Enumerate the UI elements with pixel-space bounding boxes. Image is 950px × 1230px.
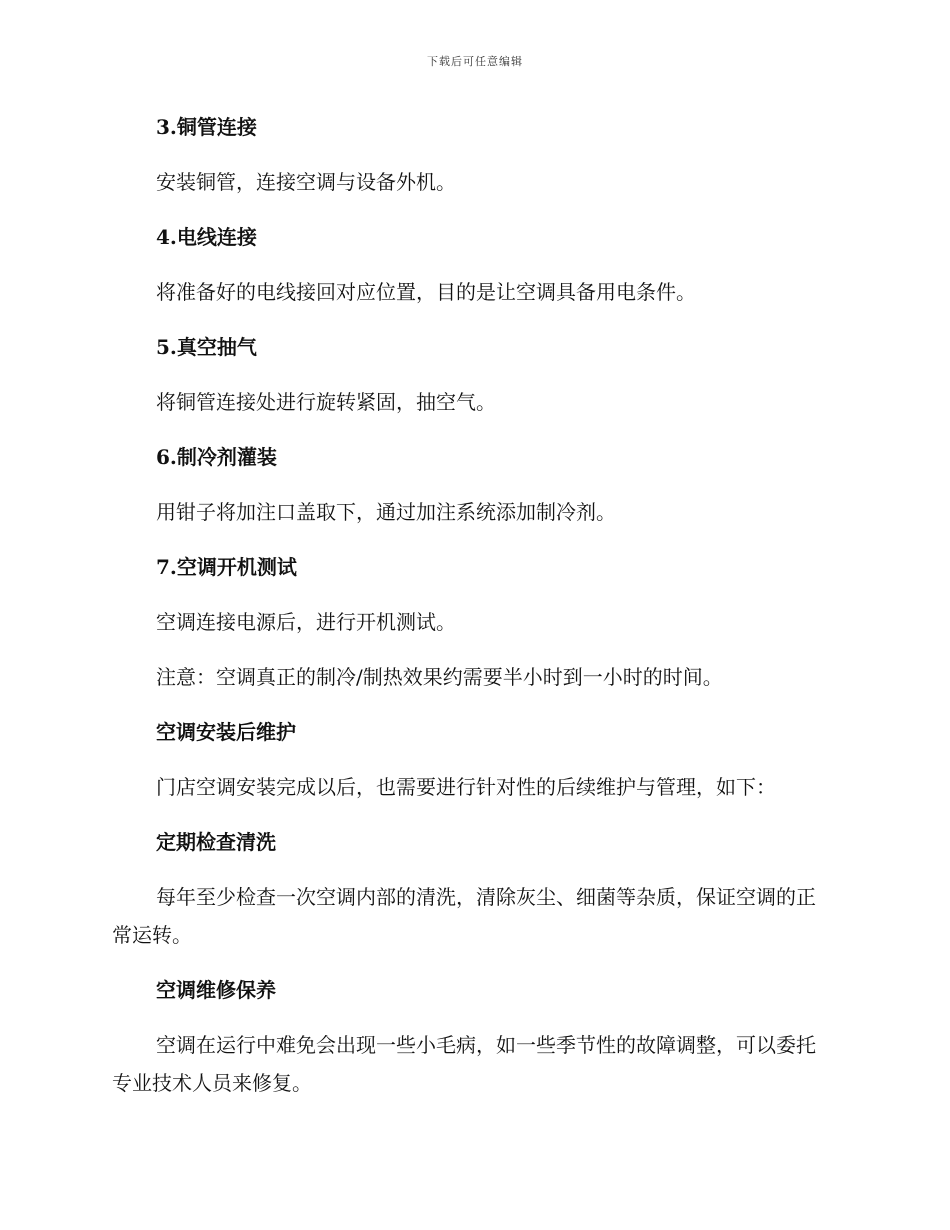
heading-refrigerant: 6.制冷剂灌装 <box>156 445 277 469</box>
paragraph-cleaning: 每年至少检查一次空调内部的清洗，清除灰尘、细菌等杂质，保证空调的正常运转。 <box>112 885 816 947</box>
paragraph-power-on-test: 空调连接电源后，进行开机测试。 <box>156 610 456 634</box>
heading-wire-connection: 4.电线连接 <box>156 225 257 249</box>
paragraph-repair: 空调在运行中难免会出现一些小毛病，如一些季节性的故障调整，可以委托专业技术人员来修复。 <box>112 1033 816 1095</box>
heading-cleaning: 定期检查清洗 <box>156 830 276 854</box>
page-header-note: 下载后可任意编辑 <box>427 55 523 68</box>
paragraph-copper-pipe: 安装铜管，连接空调与设备外机。 <box>156 170 456 194</box>
heading-vacuum: 5.真空抽气 <box>156 335 257 359</box>
heading-power-on-test: 7.空调开机测试 <box>156 555 297 579</box>
paragraph-vacuum: 将铜管连接处进行旋转紧固，抽空气。 <box>156 390 496 414</box>
paragraph-wire-connection: 将准备好的电线接回对应位置，目的是让空调具备用电条件。 <box>156 280 696 304</box>
document-body <box>112 108 832 1119</box>
paragraph-note: 注意：空调真正的制冷/制热效果约需要半小时到一小时的时间。 <box>156 665 723 689</box>
paragraph-refrigerant: 用钳子将加注口盖取下，通过加注系统添加制冷剂。 <box>156 500 616 524</box>
heading-maintenance: 空调安装后维护 <box>156 720 296 744</box>
heading-repair: 空调维修保养 <box>156 978 276 1002</box>
paragraph-maintenance: 门店空调安装完成以后，也需要进行针对性的后续维护与管理，如下： <box>156 775 776 799</box>
heading-copper-pipe: 3.铜管连接 <box>156 115 257 139</box>
